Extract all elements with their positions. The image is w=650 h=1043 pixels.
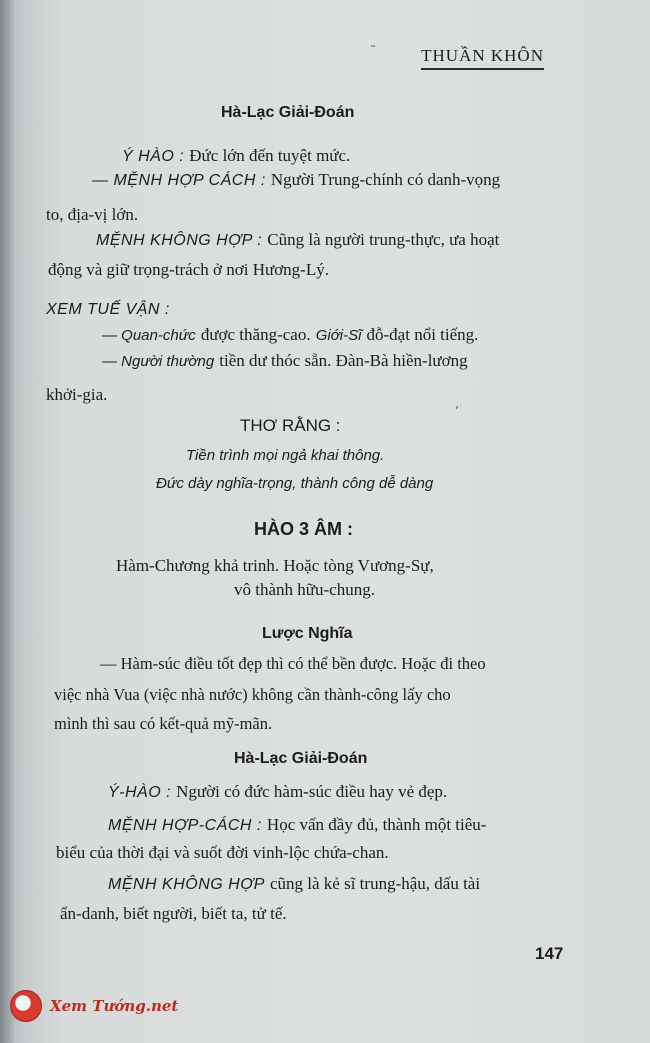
menh-hop-label: — MỆNH HỢP CÁCH :	[92, 172, 266, 189]
y-hao-text: Đức lớn đến tuyệt mức.	[189, 146, 351, 165]
print-speck: ˜	[370, 44, 376, 58]
xem-line-2	[102, 351, 468, 371]
xem-l2-a: — Người thường	[102, 353, 215, 370]
menh-hop-line-2	[108, 815, 486, 835]
menh-khong-text: Cũng là người trung-thực, ưa hoạt	[267, 230, 500, 249]
xem-l1-b: được thăng-cao.	[200, 325, 311, 344]
y-hao-line	[122, 146, 350, 166]
xem-line-1	[102, 325, 478, 345]
section-heading-ha-lac-2: Hà-Lạc Giải-Đoán	[234, 750, 368, 767]
xem-tue-van-label: XEM TUẾ VẬN :	[46, 301, 170, 318]
menh-khong-line	[96, 230, 499, 250]
xem-line-3: khởi-gia.	[46, 385, 108, 404]
xem-l1-d: đỗ-đạt nổi tiếng.	[366, 325, 479, 344]
hao-3-title: HÀO 3 ÂM :	[254, 519, 353, 539]
book-spine-shadow	[0, 0, 14, 1043]
section-heading-ha-lac: Hà-Lạc Giải-Đoán	[221, 104, 355, 121]
y-hao-line-2	[108, 782, 447, 802]
watermark-text: Xem Tướng.net	[50, 997, 179, 1015]
menh-hop-text: Người Trung-chính có danh-vọng	[270, 170, 501, 189]
site-watermark	[10, 990, 178, 1022]
y-hao-label: Ý HÀO :	[122, 148, 185, 165]
print-speck: ’	[455, 404, 459, 418]
luoc-line-2: việc nhà Vua (việc nhà nước) không cần thành-công lấy cho	[54, 685, 451, 704]
menh-khong-continuation: động và giữ trọng-trách ở nơi Hương-Lý.	[48, 260, 329, 279]
poem-line-1: Tiền trình mọi ngả khai thông.	[186, 447, 385, 464]
menh-khong-continuation-2: ẩn-danh, biết người, biết ta, tử tế.	[60, 904, 287, 923]
menh-khong-label-2: MỆNH KHÔNG HỢP	[108, 876, 265, 893]
y-hao-label-2: Ý-HÀO :	[108, 784, 172, 801]
xem-l1-c: Giới-Sĩ	[315, 327, 362, 344]
yin-yang-icon	[10, 990, 42, 1022]
menh-khong-line-2	[108, 874, 480, 894]
luoc-line-3: mình thì sau có kết-quả mỹ-mãn.	[54, 714, 273, 733]
menh-hop-line	[92, 170, 500, 190]
luoc-nghia-heading: Lược Nghĩa	[262, 625, 353, 642]
hao-3-line-1: Hàm-Chương khả trinh. Hoặc tòng Vương-Sự,	[116, 556, 434, 575]
poem-line-2: Đức dày nghĩa-trọng, thành công dễ dàng	[156, 475, 434, 492]
menh-hop-text-2: Học vấn đầy đủ, thành một tiêu-	[266, 815, 487, 834]
menh-khong-text-2: cũng là kẻ sĩ trung-hậu, dấu tài	[269, 874, 481, 893]
menh-hop-continuation-2: biểu của thời đại và suốt đời vinh-lộc chứa-chan.	[56, 843, 389, 862]
xem-l1-a: — Quan-chức	[102, 327, 196, 344]
menh-hop-continuation: to, địa-vị lớn.	[46, 205, 139, 224]
hao-3-line-2: vô thành hữu-chung.	[234, 580, 375, 599]
running-header: THUẦN KHÔN	[421, 46, 544, 70]
page-number: 147	[535, 944, 564, 963]
menh-khong-label: MỆNH KHÔNG HỢP :	[96, 232, 263, 249]
menh-hop-label-2: MỆNH HỢP-CÁCH :	[108, 817, 262, 834]
xem-l2-b: tiền dư thóc sẵn. Đàn-Bà hiền-lương	[219, 351, 468, 370]
luoc-line-1: — Hàm-súc điều tốt đẹp thì có thể bền được. Hoặc đi theo	[100, 654, 486, 673]
y-hao-text-2: Người có đức hàm-súc điều hay vẻ đẹp.	[176, 782, 448, 801]
poem-title: THƠ RẰNG :	[240, 416, 341, 435]
